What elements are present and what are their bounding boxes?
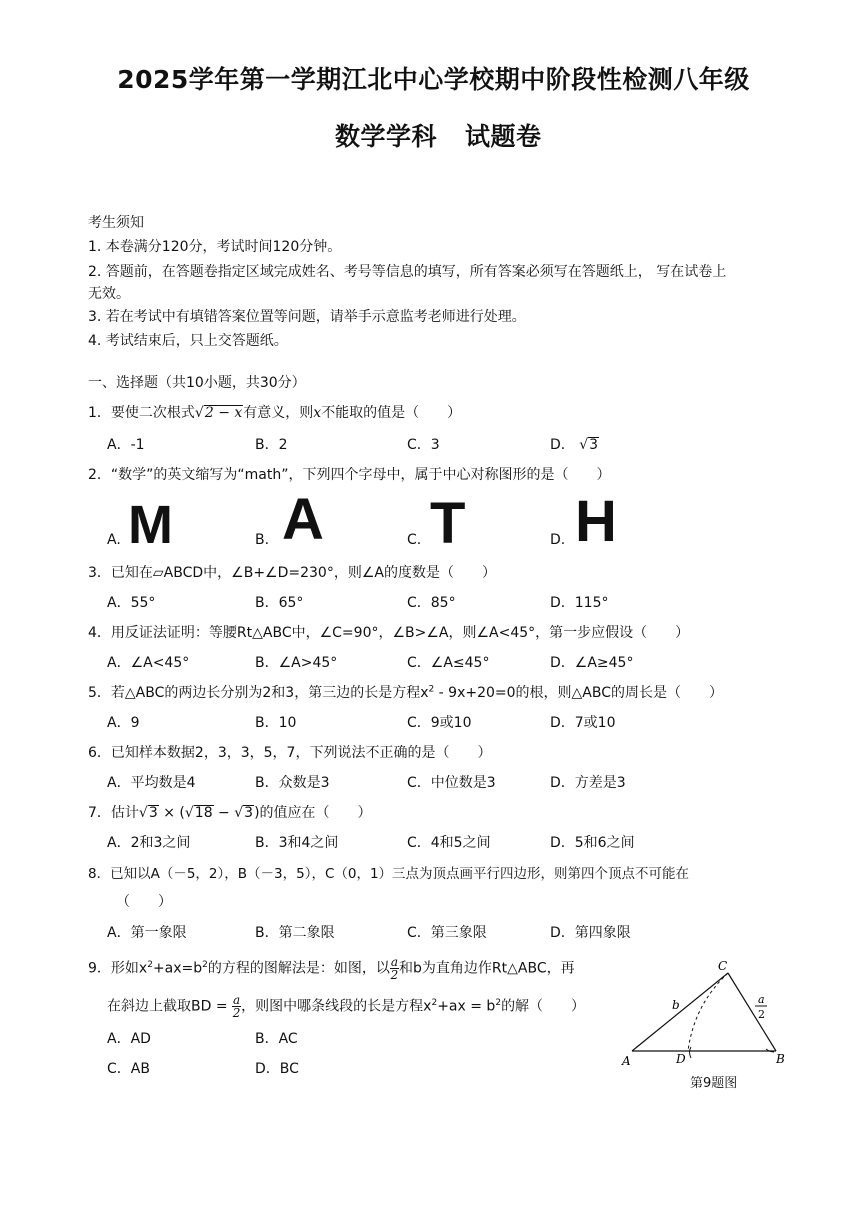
option-c: C．9或10 bbox=[407, 715, 472, 731]
option-d: D．7或10 bbox=[550, 715, 616, 731]
option-b: B．第二象限 bbox=[255, 925, 335, 941]
option-c: C．3 bbox=[407, 437, 440, 453]
notice-item: 3. 若在考试中有填错答案位置等问题，请举手示意监考老师进行处理。 bbox=[88, 309, 526, 325]
notice-item: 1. 本卷满分120分，考试时间120分钟。 bbox=[88, 239, 342, 255]
option-c: C．第三象限 bbox=[407, 925, 487, 941]
option-b: B. bbox=[255, 532, 270, 548]
fraction: $\frac{a}{2}$ bbox=[390, 955, 399, 982]
option-d: D． √3 bbox=[550, 437, 599, 453]
question-4: 4．用反证法证明：等腰Rt△ABC中，∠C=90°，∠B>∠A，则∠A<45°，第一步应假设（ ） bbox=[88, 625, 690, 641]
arc-dashed bbox=[688, 973, 728, 1051]
option-c: C．∠A≤45° bbox=[407, 655, 490, 671]
option-a: A．2和3之间 bbox=[107, 835, 191, 851]
option-d: D．5和6之间 bbox=[550, 835, 635, 851]
question-7: 7．估计√3 × (√18 − √3)的值应在（ ） bbox=[88, 805, 372, 821]
option-b: B．10 bbox=[255, 715, 297, 731]
letter-t: T bbox=[430, 491, 466, 556]
notice-item: 4. 考试结束后，只上交答题纸。 bbox=[88, 333, 288, 349]
side-ac bbox=[632, 973, 728, 1051]
option-c: C．85° bbox=[407, 595, 456, 611]
option-b: B．∠A>45° bbox=[255, 655, 338, 671]
option-a: A．∠A<45° bbox=[107, 655, 190, 671]
option-a: A．第一象限 bbox=[107, 925, 187, 941]
option-a: A．‐1 bbox=[107, 437, 145, 453]
option-d: D．115° bbox=[550, 595, 609, 611]
question-9-line2: 在斜边上截取BD = $\frac{a}{2}$ ，则图中哪条线段的长是方程$x^2+ax = b^2$的解（ ） bbox=[107, 993, 586, 1020]
label-frac-num: a bbox=[758, 993, 765, 1006]
option-d: D. bbox=[550, 532, 566, 548]
option-a: A．AD bbox=[107, 1031, 151, 1047]
question-3: 3．已知在▱ABCD中，∠B+∠D=230°，则∠A的度数是（ ） bbox=[88, 565, 496, 581]
label-d: D bbox=[676, 1052, 686, 1066]
fraction: $\frac{a}{2}$ bbox=[232, 993, 241, 1020]
option-a: A．55° bbox=[107, 595, 156, 611]
option-a: A. bbox=[107, 532, 121, 548]
option-b: B．AC bbox=[255, 1031, 298, 1047]
paper-label: 试题卷 bbox=[465, 122, 542, 151]
label-c: C bbox=[718, 959, 728, 973]
option-b: B．3和4之间 bbox=[255, 835, 339, 851]
option-a: A．9 bbox=[107, 715, 140, 731]
question-8: 8．已知以A（－5，2），B（－3，5），C（0，1）三点为顶点画平行四边形，则第四个顶点不可能在 bbox=[88, 866, 690, 882]
sqrt-symbol: √ bbox=[194, 405, 204, 421]
exam-subtitle bbox=[335, 117, 542, 153]
option-d: D．第四象限 bbox=[550, 925, 631, 941]
side-bc bbox=[728, 973, 776, 1051]
option-d: D．∠A≥45° bbox=[550, 655, 634, 671]
option-c: C．4和5之间 bbox=[407, 835, 491, 851]
label-b: B bbox=[776, 1052, 785, 1066]
exam-title: 2025学年第一学期江北中心学校期中阶段性检测八年级 bbox=[117, 65, 750, 94]
option-b: B．2 bbox=[255, 437, 288, 453]
label-side-b: b bbox=[672, 998, 680, 1012]
section-heading: 一、选择题（共10小题，共30分） bbox=[88, 375, 306, 391]
option-b: B．65° bbox=[255, 595, 304, 611]
figure-9-caption: 第9题图 bbox=[690, 1076, 738, 1091]
question-9-line1: 9．形如$x^2+ax=b^2$的方程的图解法是：如图，以 $\frac{a}{2}$ 和b为直角边作Rt△ABC，再 bbox=[88, 955, 575, 982]
notice-item: 无效。 bbox=[88, 286, 130, 302]
radicand: 2 − x bbox=[204, 405, 243, 421]
question-8-blank: （ ） bbox=[116, 894, 172, 910]
notice-item: 2. 答题前，在答题卷指定区域完成姓名、考号等信息的填写，所有答案必须写在答题纸上， 写在试卷上 bbox=[88, 264, 727, 280]
question-6: 6．已知样本数据2，3，3，5，7，下列说法不正确的是（ ） bbox=[88, 745, 492, 761]
label-a: A bbox=[622, 1054, 631, 1068]
option-d: D．BC bbox=[255, 1061, 299, 1077]
notice-heading: 考生须知 bbox=[88, 215, 144, 231]
option-c: C. bbox=[407, 532, 422, 548]
option-a: A．平均数是4 bbox=[107, 775, 196, 791]
question-1: 1．要使二次根式√2 − x有意义，则x不能取的值是（ ） bbox=[88, 405, 462, 421]
letter-a: A bbox=[282, 487, 324, 552]
question-2: 2．“数学”的英文缩写为“math”，下列四个字母中，属于中心对称图形的是（ ） bbox=[88, 467, 611, 483]
letter-m: M bbox=[128, 495, 173, 555]
arc-mark-d bbox=[690, 1047, 692, 1058]
figure-9-diagram bbox=[610, 955, 800, 1090]
option-d: D．方差是3 bbox=[550, 775, 626, 791]
option-c: C．中位数是3 bbox=[407, 775, 496, 791]
question-5: 5．若△ABC的两边长分别为2和3，第三边的长是方程$x^2 - 9x+20=0$的根，则△ABC的周长是（ ） bbox=[88, 684, 724, 701]
subject-label: 数学学科 bbox=[335, 122, 438, 151]
option-b: B．众数是3 bbox=[255, 775, 330, 791]
option-c: C．AB bbox=[107, 1061, 150, 1077]
letter-h: H bbox=[575, 489, 617, 554]
label-frac-den: 2 bbox=[758, 1008, 765, 1021]
